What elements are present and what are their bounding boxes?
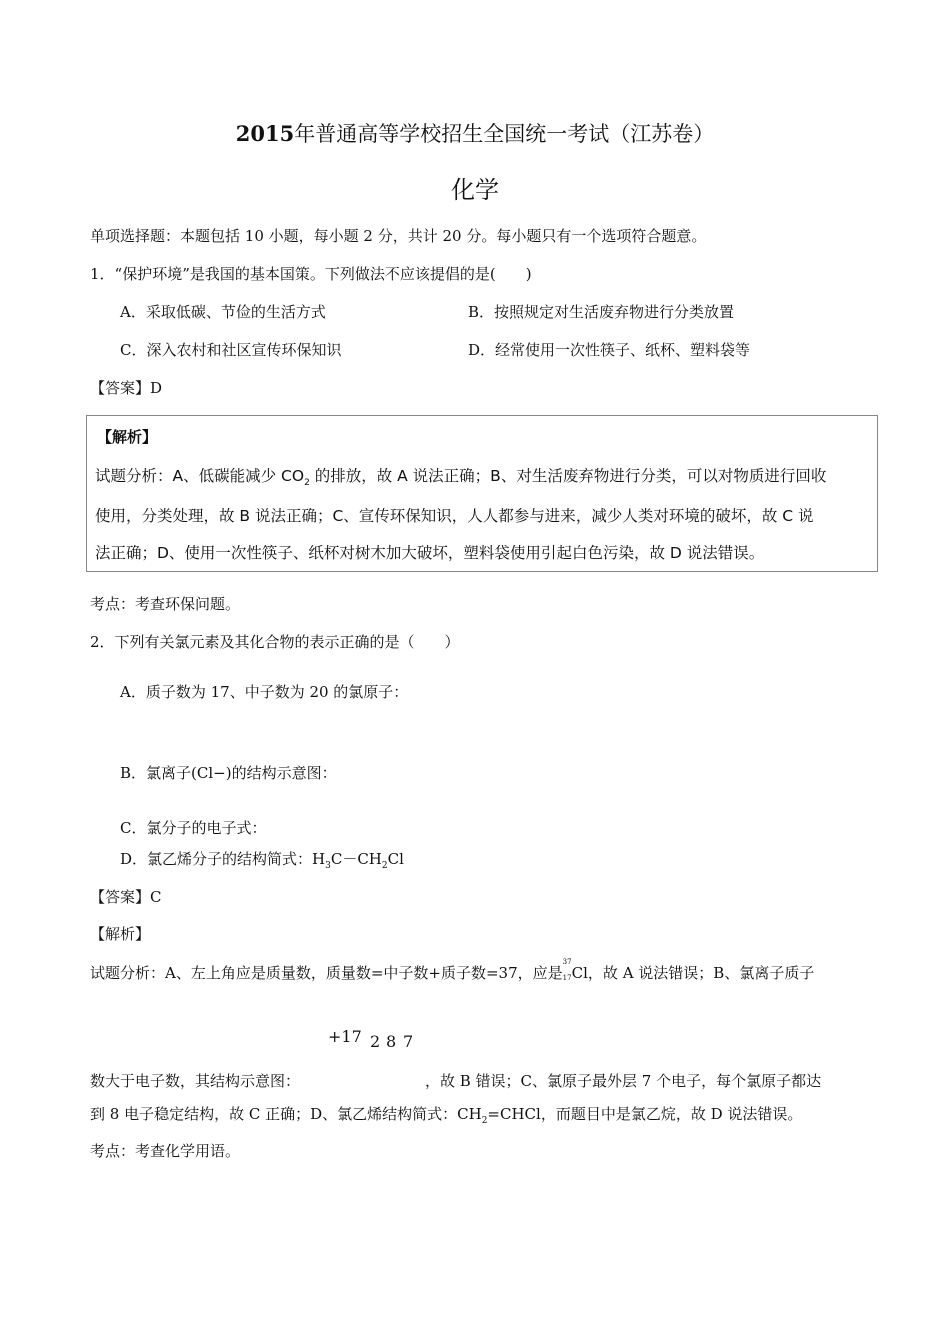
q1-option-c: C．深入农村和社区宣传环保知识 [120,341,342,359]
q2-analysis-line-2b: ，故 B 错误；C、氯原子最外层 7 个电子，每个氯原子都达 [425,1072,822,1090]
subject-title: 化学 [451,176,499,204]
diagram-shell-3: 7 [403,1032,414,1051]
q2-analysis-line-1: 试题分析：A、左上角应是质量数，质量数=中子数+质子数=37，应是 37 17 Cl，故 A 说法错误；B、氯离子质子 [90,958,815,982]
q2-analysis-line-2: 数大于电子数，其结构示意图： [90,1072,301,1090]
q1-analysis-heading: 【解析】 [97,428,158,446]
title-year: 2015 [235,121,295,146]
q2-option-c: C．氯分子的电子式： [120,819,267,837]
q2-answer: 【答案】C [90,888,162,906]
diagram-shell-1: 2 [370,1032,381,1051]
q1-answer: 【答案】D [90,379,163,397]
title-text: 年普通高等学校招生全国统一考试（江苏卷） [294,122,715,146]
q2-analysis-heading: 【解析】 [90,925,151,943]
q1-option-a: A．采取低碳、节俭的生活方式 [120,303,326,321]
q2-analysis-line-3: 到 8 电子稳定结构，故 C 正确；D、氯乙烯结构简式：$CH_2=CHCl$，而题目中是氯乙烷，故 D 说法错误。 [90,1105,803,1126]
q1-stem: 1．“保护环境”是我国的基本国策。下列做法不应该提倡的是( ) [90,265,532,283]
q2-option-d: D．氯乙烯分子的结构简式：$H_3C-CH_2Cl$ [120,850,404,871]
q2-option-b: B．氯离子(Cl−)的结构示意图： [120,764,337,782]
q1-option-b: B．按照规定对生活废弃物进行分类放置 [468,303,735,321]
section-intro: 单项选择题：本题包括 10 小题，每小题 2 分，共计 20 分。每小题只有一个选项符合题意。 [90,227,707,245]
page-title [0,118,950,148]
q2-point: 考点：考查化学用语。 [90,1142,241,1160]
diagram-shell-2: 8 [386,1032,397,1051]
q2-stem: 2．下列有关氯元素及其化合物的表示正确的是（ ） [90,633,460,651]
q2-option-a: A．质子数为 17、中子数为 20 的氯原子： [120,683,409,701]
chlorine-isotope-notation: 37 17 [562,958,572,982]
q1-analysis-line-2: 使用，分类处理，故 B 说法正确；C、宣传环保知识，人人都参与进来，减少人类对环境的破坏，故 C 说 [95,507,814,525]
q1-point: 考点：考查环保问题。 [90,595,241,613]
q1-analysis-line-3: 法正确；D、使用一次性筷子、纸杯对树木加大破坏，塑料袋使用引起白色污染，故 D 说法错误。 [95,544,765,562]
q1-option-d: D．经常使用一次性筷子、纸杯、塑料袋等 [468,341,751,359]
q1-analysis-box [86,415,878,572]
diagram-nucleus-charge: +17 [328,1027,362,1046]
q1-analysis-line-1: 试题分析：A、低碳能减少 $CO_2$ 的排放，故 A 说法正确；B、对生活废弃物进行分类，可以对物质进行回收 [95,467,827,489]
